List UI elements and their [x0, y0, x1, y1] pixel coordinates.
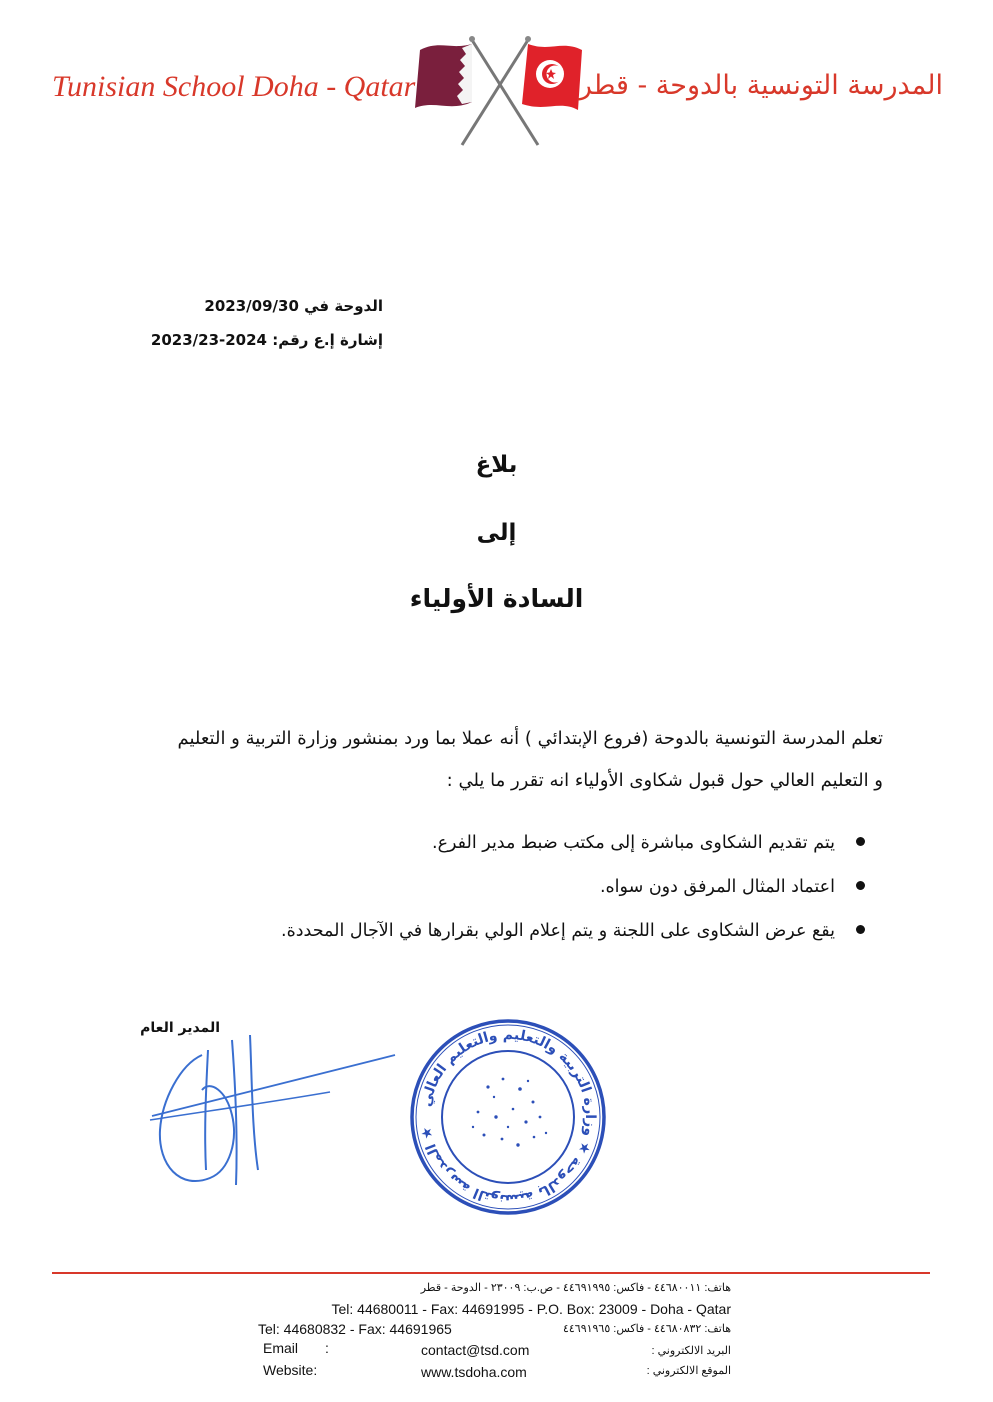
- list-item-text: يتم تقديم الشكاوى مباشرة إلى مكتب ضبط مدير الفرع.: [432, 833, 835, 853]
- email-label-arabic: البريد الالكتروني :: [651, 1345, 731, 1357]
- email-label-colon: :: [325, 1340, 329, 1356]
- svg-text:المدرسة التونسية بالدوحة ★ وزا: [418, 1027, 598, 1207]
- website-label-arabic: الموقع الالكتروني :: [646, 1365, 731, 1377]
- list-item: [281, 865, 865, 909]
- director-signature: [140, 1020, 410, 1200]
- director-title: المدير العام: [140, 1020, 220, 1036]
- school-name-english: Tunisian School Doha - Qatar: [52, 70, 416, 103]
- list-item-text: يقع عرض الشكاوى على اللجنة و يتم إعلام الولي بقرارها في الآجال المحددة.: [281, 921, 835, 941]
- stamp-text: المدرسة التونسية بالدوحة ★ وزارة التربية والتعليم والتعليم العالي ★: [418, 1026, 599, 1208]
- body-paragraph-line: و التعليم العالي حول قبول شكاوى الأولياء انه تقرر ما يلي :: [446, 770, 883, 791]
- school-stamp: [408, 1017, 608, 1217]
- body-paragraph: [110, 718, 883, 802]
- reference-number: إشارة إ.ع رقم: 2024-2023/23: [150, 331, 383, 349]
- list-item: [281, 909, 865, 953]
- footer-contact-arabic-2: هاتف: ٤٤٦٨٠٨٣٢ - فاكس: ٤٤٦٩١٩٦٥: [562, 1323, 731, 1335]
- footer-contact-line-2: Tel: 44680832 - Fax: 44691965: [258, 1321, 452, 1337]
- footer-contact-arabic-1: هاتف: ٤٤٦٨٠٠١١ - فاكس: ٤٤٦٩١٩٩٥ - ص.ب: ٢٣٠٠٩ - الدوحة - قطر: [420, 1282, 731, 1294]
- footer-divider: [52, 1272, 930, 1274]
- notice-recipients: السادة الأولياء: [409, 584, 584, 613]
- bullet-icon: [856, 837, 865, 846]
- bullet-icon: [856, 881, 865, 890]
- letter-date: الدوحة في 2023/09/30: [204, 297, 383, 315]
- notice-to: إلى: [476, 520, 517, 546]
- email-link[interactable]: contact@tsd.com: [421, 1342, 530, 1358]
- list-item: [281, 821, 865, 865]
- bullet-icon: [856, 925, 865, 934]
- school-name-arabic: المدرسة التونسية بالدوحة - قطر: [578, 70, 943, 101]
- crossed-flags-logo: [410, 30, 590, 150]
- list-item-text: اعتماد المثال المرفق دون سواه.: [599, 877, 835, 897]
- website-link[interactable]: www.tsdoha.com: [421, 1364, 527, 1380]
- email-label: Email: [263, 1340, 299, 1356]
- notice-title: بلاغ: [475, 452, 518, 478]
- decision-list: [281, 821, 865, 953]
- website-label: Website:: [263, 1362, 318, 1378]
- footer-contact-line-1: Tel: 44680011 - Fax: 44691995 - P.O. Box: 23009 - Doha - Qatar: [331, 1301, 731, 1317]
- body-paragraph-line: تعلم المدرسة التونسية بالدوحة (فروع الإبتدائي ) أنه عملا بما ورد بمنشور وزارة التربية و التعليم: [177, 728, 883, 749]
